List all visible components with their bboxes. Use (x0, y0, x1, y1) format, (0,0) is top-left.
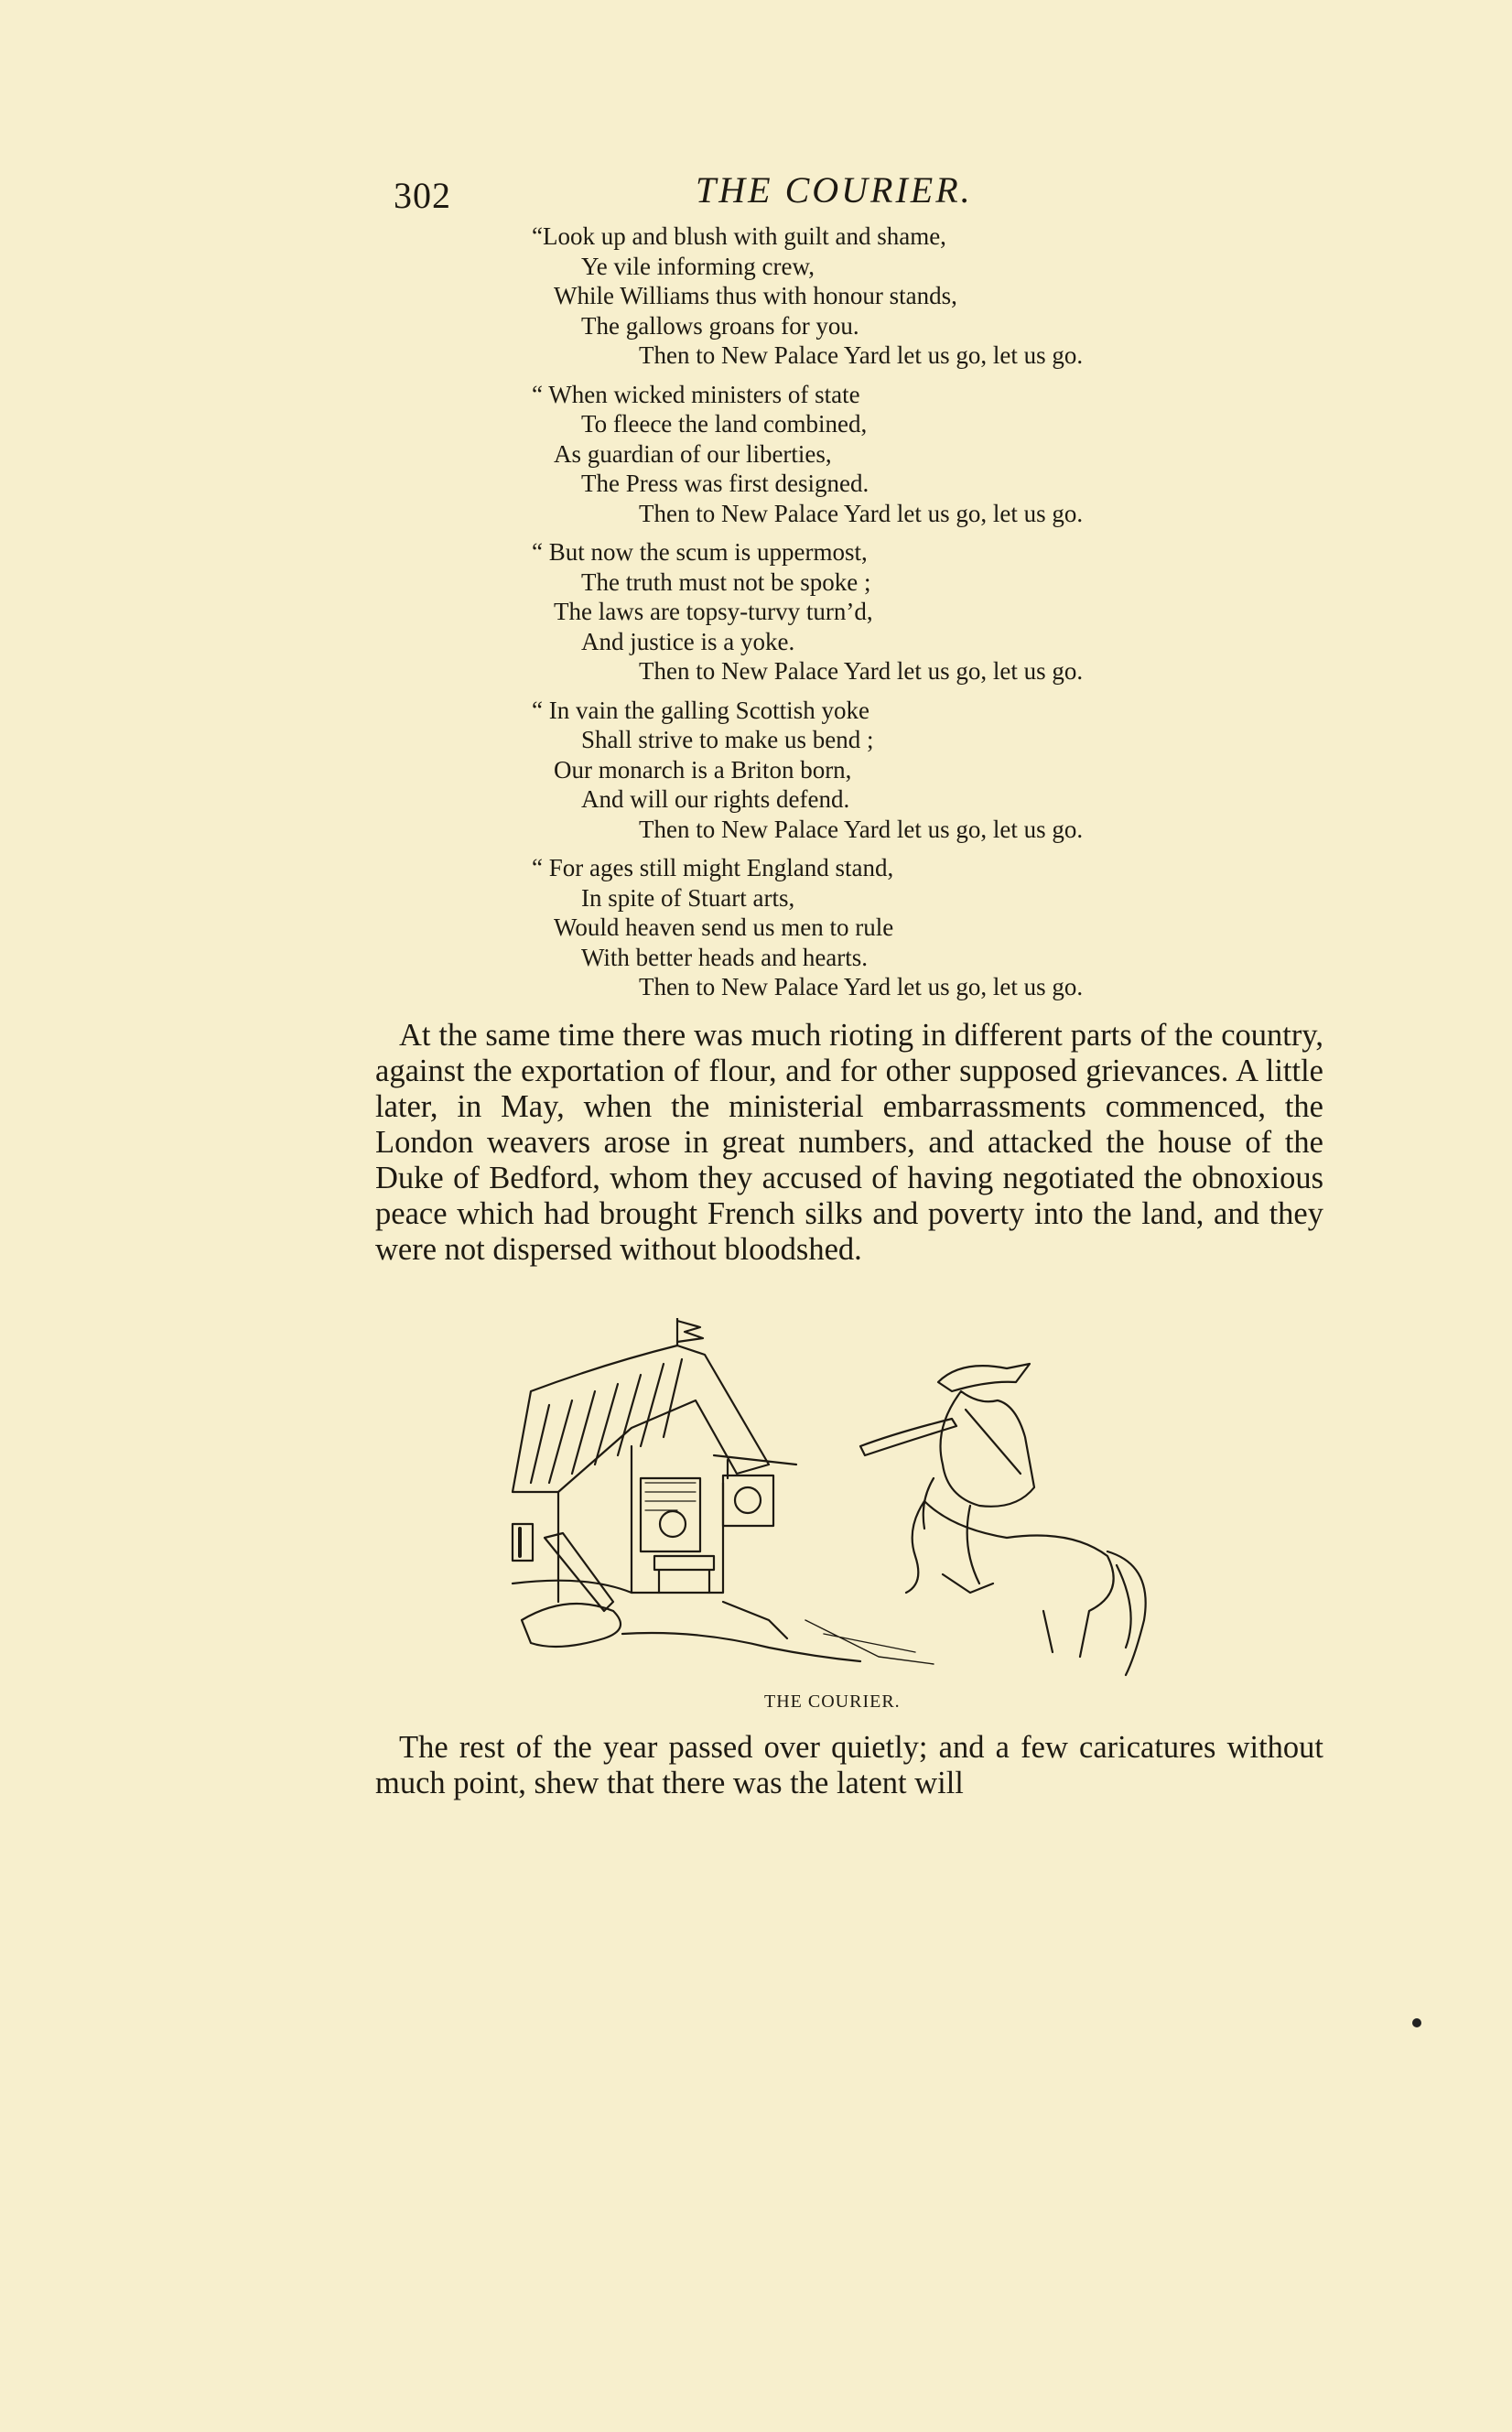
cottage-roof (513, 1346, 769, 1492)
poem-line: As guardian of our liberties, (554, 439, 832, 468)
poem-line: With better heads and hearts. (581, 943, 869, 971)
poem-line: “ But now the scum is uppermost, (532, 538, 868, 566)
rider-body (941, 1391, 1035, 1507)
poem-line: While Williams thus with honour stands, (554, 282, 957, 309)
stanza (526, 222, 1350, 371)
poem-line: The Press was first designed. (581, 470, 869, 497)
stanza (526, 537, 1350, 686)
poem-line: “ When wicked ministers of state (532, 380, 860, 408)
ink-speck (1412, 2018, 1421, 2027)
poem-refrain: Then to New Palace Yard let us go, let us go. (639, 815, 1084, 843)
horse-body (906, 1501, 1114, 1657)
poem-line: Our monarch is a Briton born, (554, 755, 852, 784)
body-paragraph (375, 1018, 1323, 1268)
illustration-caption: THE COURIER. (764, 1692, 901, 1712)
poem-line: “Look up and blush with guilt and shame, (532, 222, 946, 250)
poem-refrain: Then to New Palace Yard let us go, let us go. (639, 657, 1084, 685)
poem-line: And will our rights defend. (581, 785, 850, 813)
poem-line: And justice is a yoke. (581, 627, 795, 655)
paragraph-text: The rest of the year passed over quietly; and a few caricatures without much point, shew that there was the latent will (375, 1730, 1323, 1800)
poem-line: The gallows groans for you. (581, 311, 859, 340)
cottage-window (641, 1478, 700, 1551)
poem (526, 222, 1350, 1011)
poem-line: Ye vile informing crew, (581, 252, 815, 280)
poem-line: “ In vain the galling Scottish yoke (532, 696, 869, 724)
poem-refrain: Then to New Palace Yard let us go, let us go. (639, 973, 1084, 1000)
flag (677, 1318, 703, 1346)
stanza (526, 380, 1350, 529)
body-paragraph (375, 1730, 1323, 1801)
courier-illustration (494, 1318, 1172, 1684)
stanza (526, 696, 1350, 845)
poem-line: The truth must not be spoke ; (581, 567, 871, 596)
poem-refrain: Then to New Palace Yard let us go, let us go. (639, 499, 1084, 527)
poem-refrain: Then to New Palace Yard let us go, let us go. (639, 341, 1084, 369)
page-number: 302 (394, 175, 451, 216)
poem-line: The laws are topsy-turvy turn’d, (554, 598, 873, 625)
poem-line: Would heaven send us men to rule (554, 913, 894, 941)
running-title: THE COURIER. (696, 169, 973, 211)
poem-line: “ For ages still might England stand, (532, 854, 894, 881)
horn (860, 1419, 956, 1455)
poem-line: To fleece the land combined, (581, 410, 868, 438)
rider-hat (938, 1364, 1030, 1391)
paragraph-text: At the same time there was much rioting in different parts of the country, against the exportation of flour, and for other supposed grievances. A little later, in May, when the ministerial embarrassments commenced, the London weavers arose in great numbers, and attacked the house of the Duke of Bedford, whom they accused of having negotiated the obnoxious peace which had brought French silks and poverty into the land, and they were not dispersed without bloodshed. (375, 1018, 1323, 1267)
poem-line: In spite of Stuart arts, (581, 883, 795, 912)
poem-line: Shall strive to make us bend ; (581, 726, 874, 753)
inn-sign (723, 1475, 773, 1526)
stanza (526, 853, 1350, 1002)
window-figure (660, 1511, 686, 1537)
